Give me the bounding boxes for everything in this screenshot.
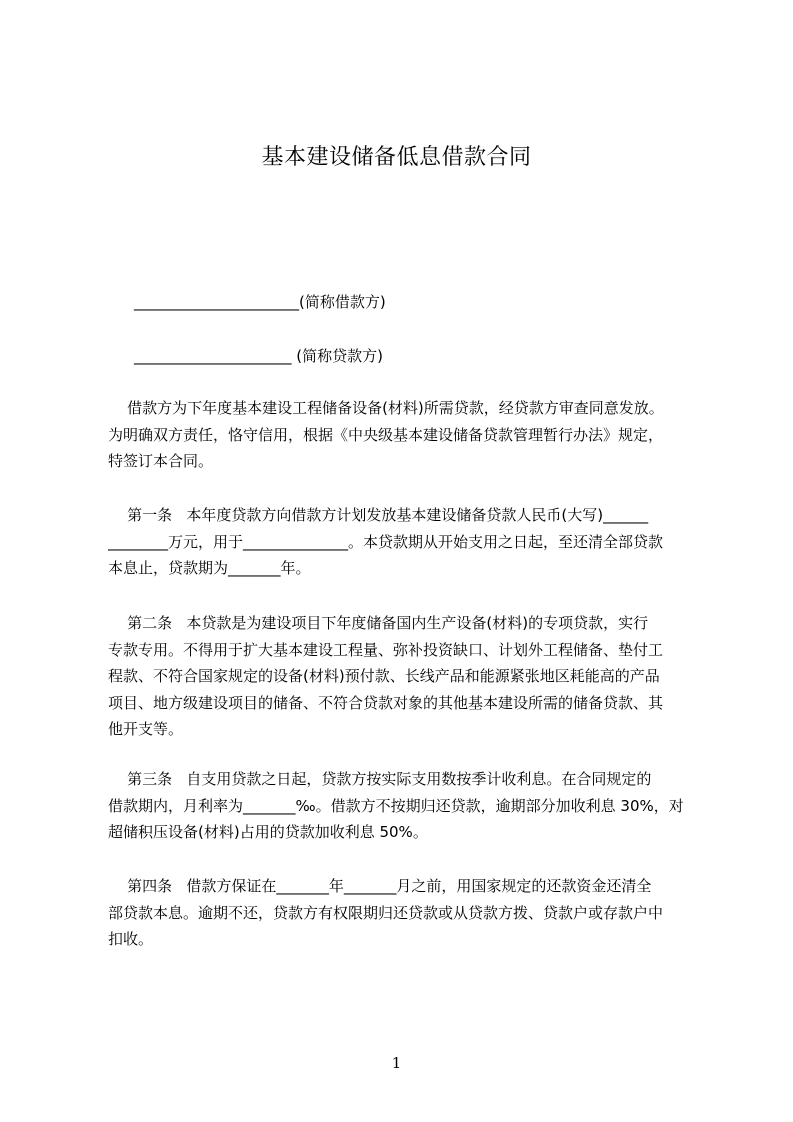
article-1 [108, 502, 708, 582]
article-4 [108, 873, 708, 953]
page-number: 1 [391, 1054, 402, 1072]
paragraph-line: 第四条 借款方保证在_______年_______月之前，用国家规定的还款资金还清全 [108, 877, 652, 895]
article-2 [108, 610, 708, 743]
paragraph-line: 第二条 本贷款是为建设项目下年度储备国内生产设备(材料)的专项贷款，实行 [108, 614, 649, 632]
paragraph-line: 为明确双方责任，恪守信用，根据《中央级基本建设储备贷款管理暂行办法》规定， [108, 425, 664, 444]
paragraph-line: 部贷款本息。逾期不还，贷款方有权限期归还贷款或从贷款方拨、贷款户或存款户中 [108, 903, 664, 922]
borrower-line: ______________________(简称借款方) [134, 293, 386, 311]
paragraph-line: 他开支等。 [108, 720, 184, 738]
paragraph-line: 特签订本合同。 [108, 452, 214, 470]
lender-line: _____________________ (简称贷款方) [134, 347, 383, 365]
paragraph-line: 借款期内，月利率为_______‰。借款方不按期归还贷款，逾期部分加收利息 30%，对 [108, 796, 684, 815]
paragraph-line: 扣收。 [108, 930, 154, 948]
article-3 [108, 766, 708, 846]
paragraph-line: 本息止，贷款期为_______年。 [108, 559, 311, 577]
paragraph-line: 专款专用。不得用于扩大基本建设工程量、弥补投资缺口、计划外工程储备、垫付工 [108, 640, 664, 659]
document-title: 基本建设储备低息借款合同 [261, 145, 532, 170]
intro-paragraph [108, 395, 708, 475]
paragraph-line: ________万元，用于______________。本贷款期从开始支用之日起，至还清全部贷款 [108, 532, 664, 551]
paragraph-line: 借款方为下年度基本建设工程储备设备(材料)所需贷款，经贷款方审查同意发放。 [108, 399, 664, 417]
paragraph-line: 项目、地方级建设项目的储备、不符合贷款对象的其他基本建设所需的储备贷款、其 [108, 693, 664, 712]
paragraph-line: 程款、不符合国家规定的设备(材料)预付款、长线产品和能源紧张地区耗能高的产品 [108, 667, 660, 685]
paragraph-line: 第一条 本年度贷款方向借款方计划发放基本建设储备贷款人民币(大写)______ [108, 506, 649, 524]
paragraph-line: 第三条 自支用贷款之日起，贷款方按实际支用数按季计收利息。在合同规定的 [108, 770, 652, 788]
paragraph-line: 超储积压设备(材料)占用的贷款加收利息 50%。 [108, 823, 428, 841]
